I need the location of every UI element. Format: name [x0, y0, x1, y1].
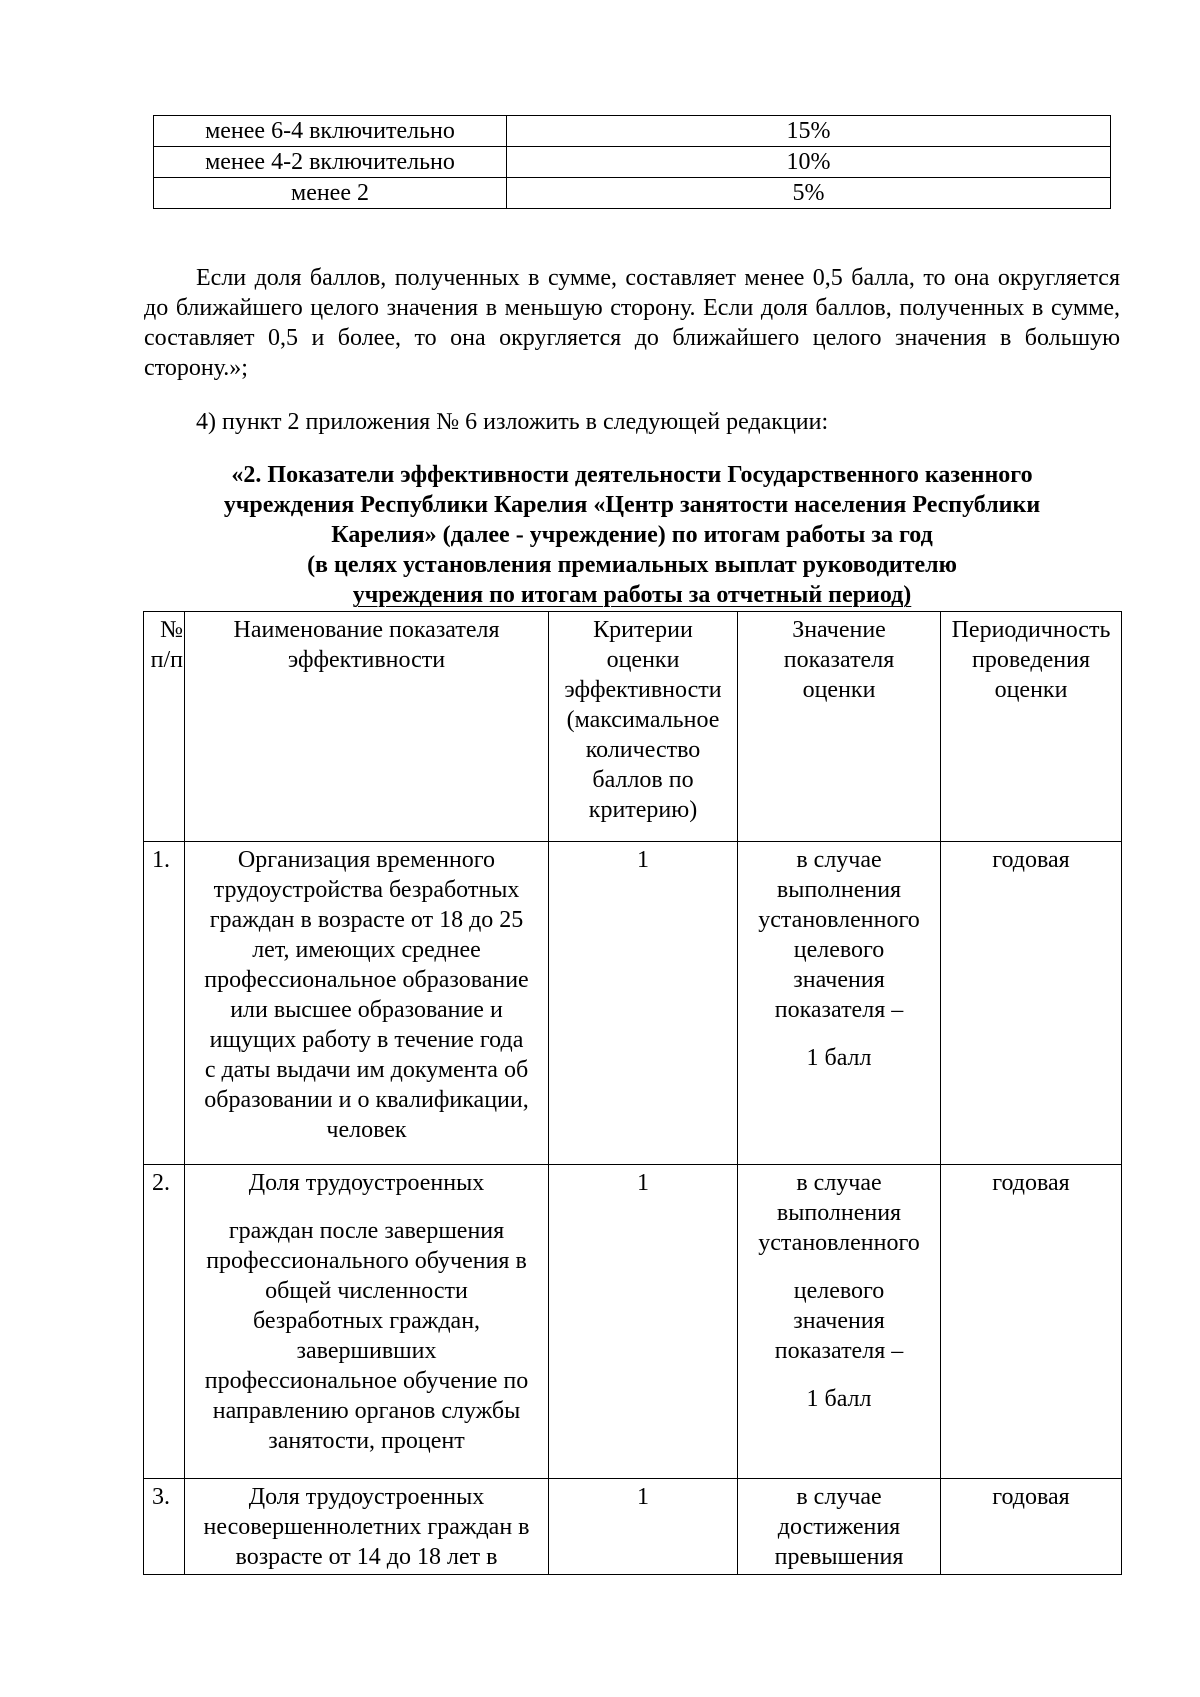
table-row [154, 116, 1111, 147]
row-period: годовая [941, 1165, 1122, 1479]
heading-line: Карелия» (далее - учреждение) по итогам работы за год [331, 522, 933, 548]
row-num: 3. [144, 1479, 185, 1575]
table-row [144, 1165, 1122, 1479]
table-row [144, 1479, 1122, 1575]
row-criteria: 1 [549, 842, 738, 1165]
percent-cell: 15% [507, 116, 1111, 147]
range-cell: менее 2 [154, 178, 507, 209]
row-value [738, 1165, 941, 1479]
row-num: 1. [144, 842, 185, 1165]
value-text: в случае выполнения установленного [758, 1170, 920, 1256]
percent-cell: 5% [507, 178, 1111, 209]
row-num: 2. [144, 1165, 185, 1479]
header-name: Наименование показателя эффективности [185, 612, 549, 842]
range-cell: менее 6-4 включительно [154, 116, 507, 147]
row-name: Организация временного трудоустройства безработных граждан в возрасте от 18 до 25 лет, имеющих среднее профессиональное образование или высшее образование и ищущих работу в течение года с даты выдачи им документа об образовании и о квалификации, человек [185, 842, 549, 1165]
table-row [144, 842, 1122, 1165]
header-period: Периодичность проведения оценки [941, 612, 1122, 842]
row-criteria: 1 [549, 1479, 738, 1575]
heading-line: учреждения по итогам работы за отчетный период) [352, 582, 912, 608]
row-name: Доля трудоустроенных несовершеннолетних граждан в возрасте от 14 до 18 лет в [185, 1479, 549, 1575]
row-criteria: 1 [549, 1165, 738, 1479]
value-text: целевого значения показателя – [774, 1278, 904, 1364]
table-header-row [144, 612, 1122, 842]
range-cell: менее 4-2 включительно [154, 147, 507, 178]
row-value [738, 842, 941, 1165]
item-4-text: 4) пункт 2 приложения № 6 изложить в следующей редакции: [196, 409, 829, 435]
section-heading [144, 460, 1120, 610]
value-text: в случае выполнения установленного целевого значения показателя – [758, 847, 920, 1023]
paragraph-text: Если доля баллов, полученных в сумме, составляет менее 0,5 балла, то она округляется до ближайшего целого значения в меньшую сторону. Если доля баллов, полученных в сумме, составляет 0,5 и более, то она округляется до ближайшего целого значения в большую сторону.»; [144, 265, 1120, 381]
heading-line: учреждения Республики Карелия «Центр занятости населения Республики [223, 492, 1041, 518]
name-text: Доля трудоустроенных [248, 1170, 485, 1196]
header-criteria: Критерии оценки эффективности (максимальное количество баллов по критерию) [549, 612, 738, 842]
row-period: годовая [941, 842, 1122, 1165]
row-period: годовая [941, 1479, 1122, 1575]
table-row [154, 147, 1111, 178]
heading-line: (в целях установления премиальных выплат руководителю [307, 552, 957, 578]
value-points: 1 балл [806, 1386, 872, 1412]
name-text: граждан после завершения профессионального обучения в общей численности безработных граждан, завершивших профессиональное обучение по направлению органов службы занятости, процент [204, 1218, 529, 1454]
heading-line: «2. Показатели эффективности деятельности Государственного казенного [231, 462, 1033, 488]
table-row [154, 178, 1111, 209]
percent-table [153, 115, 1111, 209]
header-value: Значение показателя оценки [738, 612, 941, 842]
row-value: в случае достижения превышения [738, 1479, 941, 1575]
rounding-paragraph [144, 263, 1120, 383]
row-name [185, 1165, 549, 1479]
percent-cell: 10% [507, 147, 1111, 178]
header-num: № п/п [144, 612, 185, 842]
value-points: 1 балл [806, 1045, 872, 1071]
indicators-table [143, 611, 1122, 1575]
